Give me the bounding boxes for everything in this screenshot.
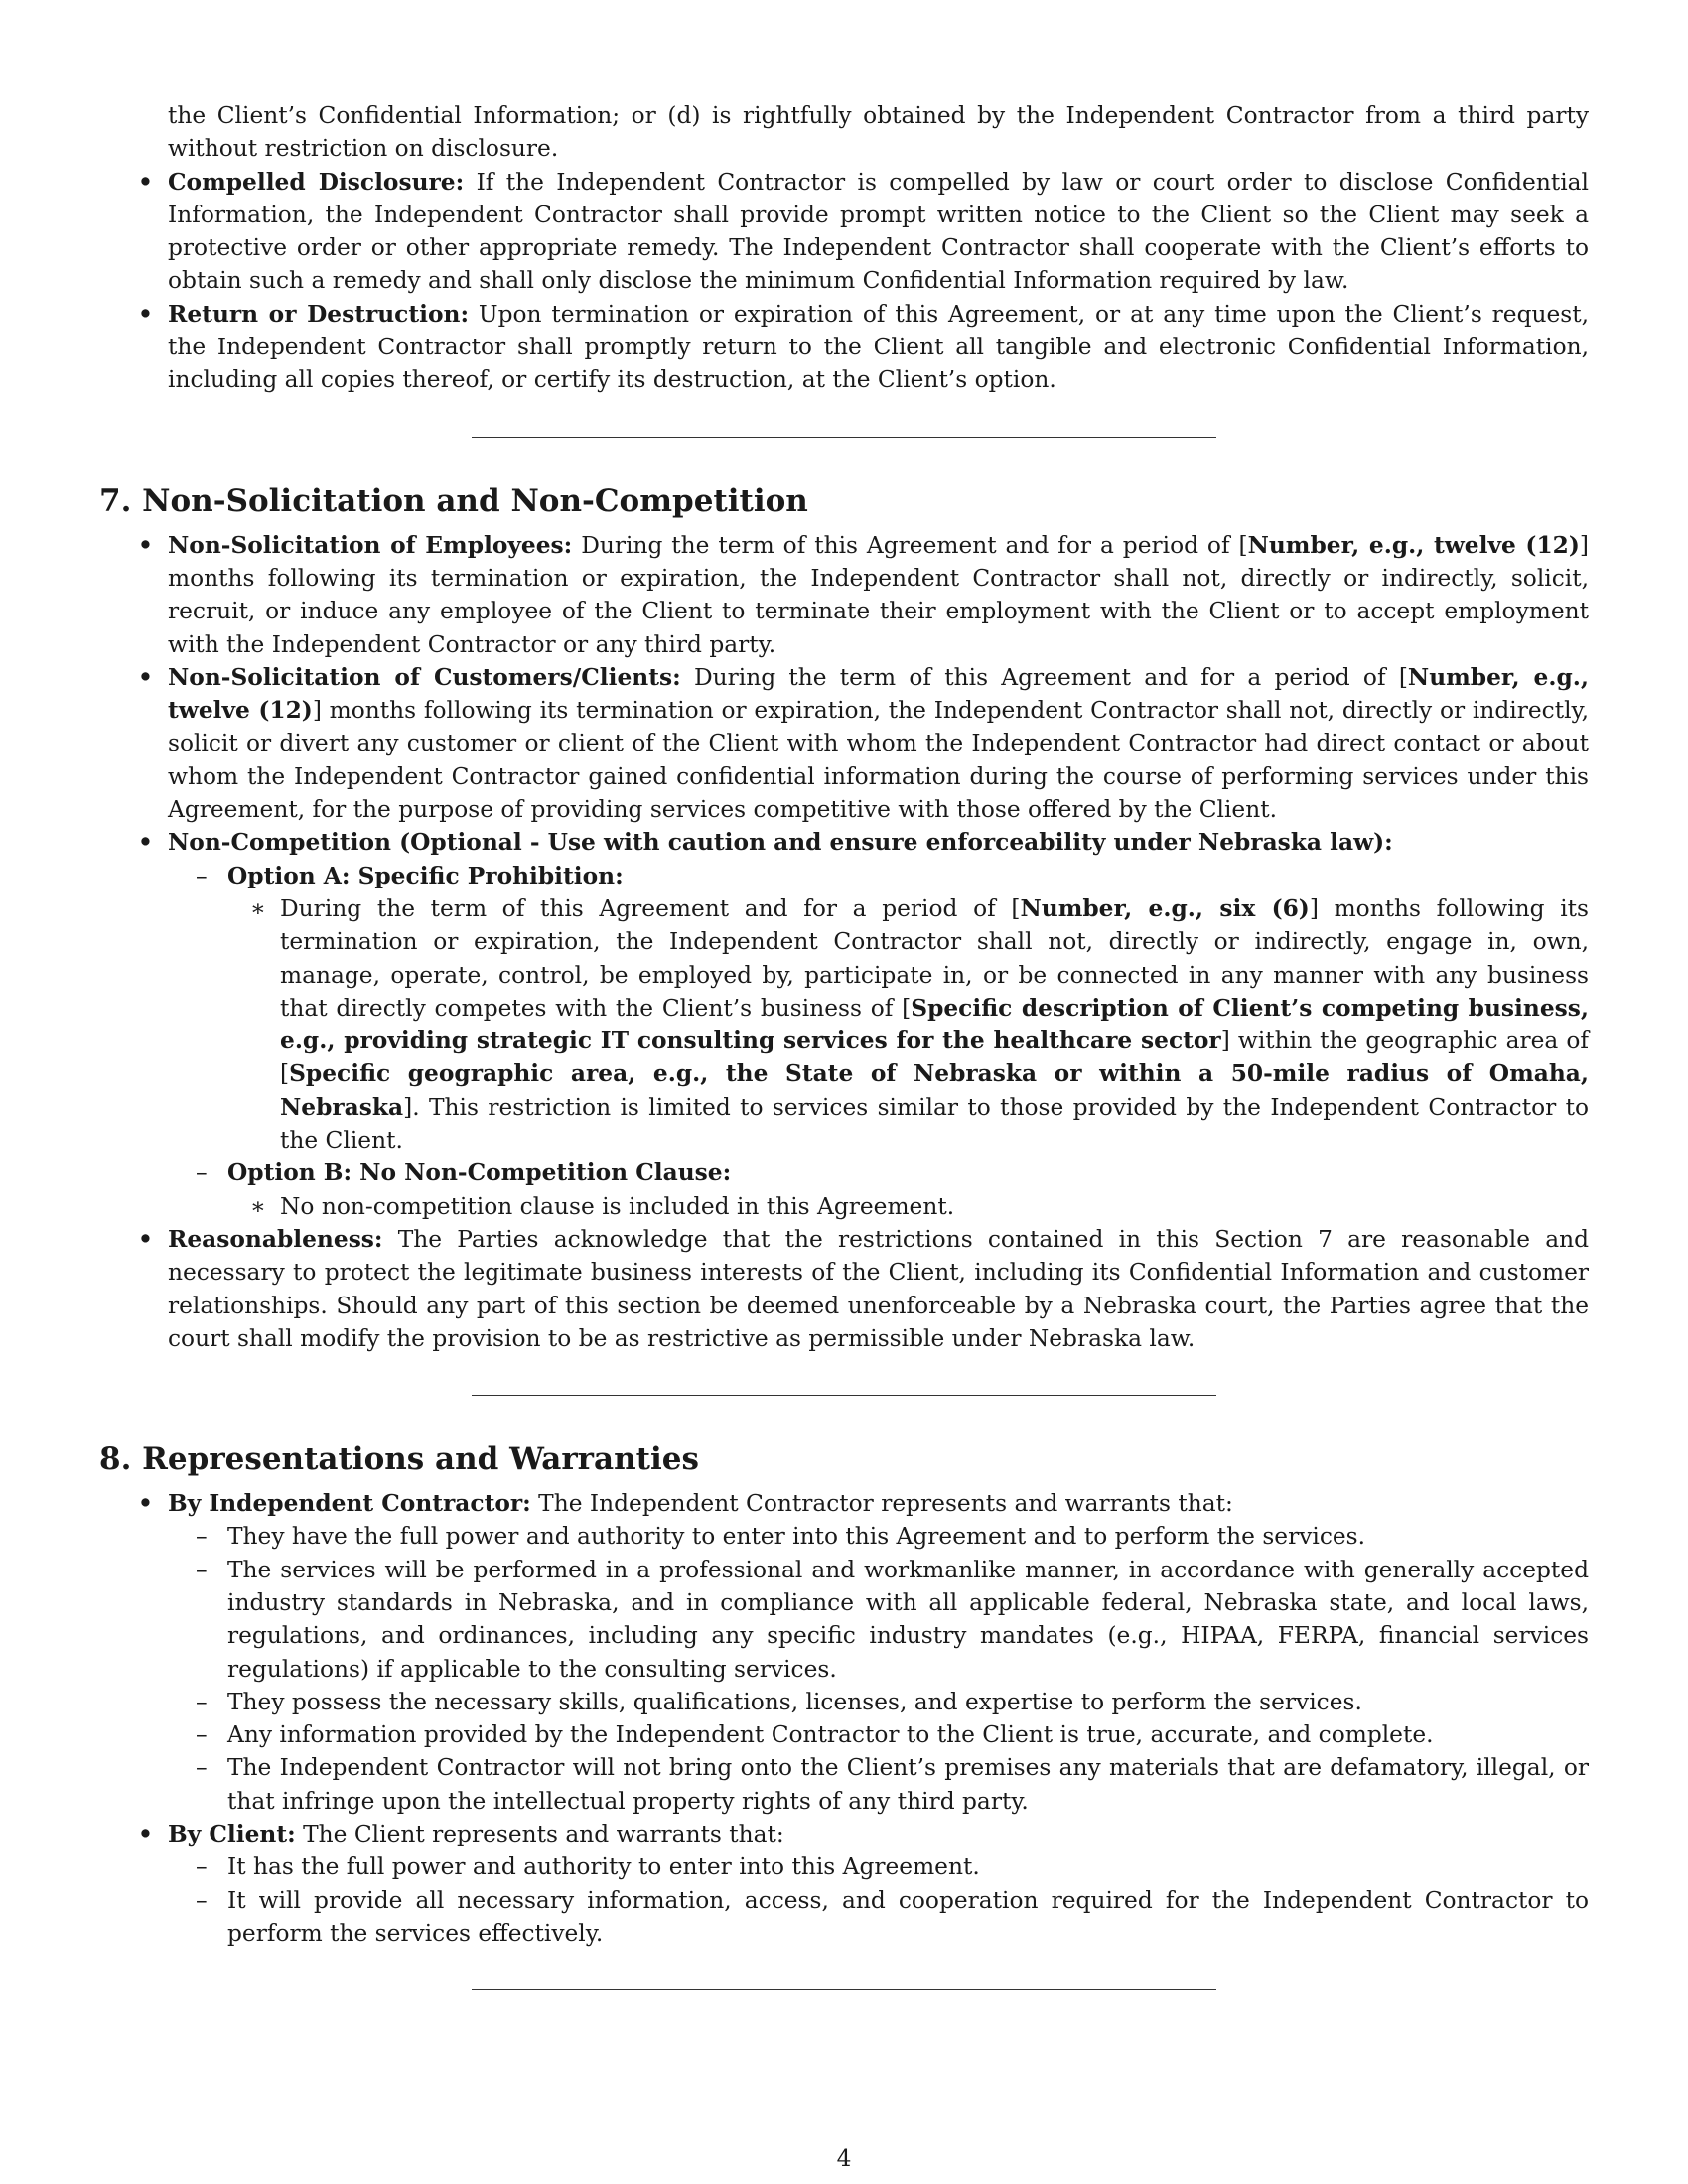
dash-icon: – <box>196 1523 208 1551</box>
bullet-icon: • <box>138 531 153 559</box>
clause-text: The Client represents and warrants that: <box>295 1821 784 1848</box>
section-divider <box>472 1395 1216 1396</box>
clause-text: During the term of this Agreement and for a period of [ <box>572 531 1248 559</box>
return-destruction-label: Return or Destruction: <box>168 300 470 328</box>
client-warranties-label: By Client: <box>168 1821 296 1848</box>
bullet-icon: • <box>138 1490 153 1518</box>
non-solicitation-employees-item <box>99 529 1589 661</box>
option-b-item <box>99 1157 1589 1189</box>
clause-text: The Parties acknowledge that the restrictions contained in this Section 7 are reasonable and necessary to protect the legitimate business interests of the Client, including its Confidential Information and customer relationships. Should any part of this section be deemed unenforceable by a Nebraska court, the Parties agree that the court shall modify the provision to be as restrictive as permissible under Nebraska law. <box>168 1225 1589 1352</box>
page-content <box>99 99 1589 1990</box>
bullet-icon: • <box>138 1225 153 1253</box>
dash-icon: – <box>196 1886 208 1914</box>
placeholder-term: Number, e.g., twelve (12) <box>168 663 1589 725</box>
dash-icon: – <box>196 1556 208 1583</box>
contractor-warranties-label: By Independent Contractor: <box>168 1490 531 1518</box>
non-competition-label: Non-Competition (Optional - Use with caution and ensure enforceability under Nebraska law): <box>168 829 1393 857</box>
section-8-heading: 8. Representations and Warranties <box>99 1441 699 1478</box>
section-7-heading: 7. Non-Solicitation and Non-Competition <box>99 482 808 519</box>
asterisk-icon: ∗ <box>250 1192 266 1220</box>
dash-icon: – <box>196 1853 208 1881</box>
section-divider <box>472 1989 1216 1990</box>
list-item-text: The services will be performed in a professional and workmanlike manner, in accordance with generally accepted industry standards in Nebraska, and in compliance with all applicable federal, Nebraska state, and local laws, regulations, and ordinances, including any specific industry mandates (e.g., HIPAA, FERPA, financial services regulations) if applicable to the consulting services. <box>227 1556 1589 1683</box>
compelled-disclosure-label: Compelled Disclosure: <box>168 168 465 196</box>
bullet-icon: • <box>138 829 153 857</box>
list-item-text: Any information provided by the Independent Contractor to the Client is true, accurate, and complete. <box>227 1721 1434 1749</box>
list-item <box>99 1718 1589 1751</box>
list-item <box>99 1686 1589 1718</box>
list-item-text: It will provide all necessary information, access, and cooperation required for the Independent Contractor to perform the services effectively. <box>227 1886 1589 1947</box>
asterisk-icon: ∗ <box>250 894 266 922</box>
bullet-icon: • <box>138 1821 153 1848</box>
clause-text: ]. This restriction is limited to services similar to those provided by the Independent Contractor to the Client. <box>280 1093 1589 1155</box>
clause-text: During the term of this Agreement and for a period of [ <box>680 663 1408 691</box>
option-b-label: Option B: No Non-Competition Clause: <box>227 1160 732 1187</box>
contractor-warranties-item <box>99 1487 1589 1520</box>
return-destruction-text: Upon termination or expiration of this Agreement, or at any time upon the Client’s request, the Independent Contractor shall promptly return to the Client all tangible and electronic Confidential Information, including all copies thereof, or certify its destruction, at the Client’s option. <box>168 300 1589 394</box>
clause-text: ] within the geographic area of [ <box>280 1027 1589 1088</box>
return-destruction-item <box>99 298 1589 397</box>
clause-text: ] months following its termination or expiration, the Independent Contractor shall not, directly or indirectly, solicit or divert any customer or client of the Client with whom the Independent Contractor had direct contact or about whom the Independent Contractor gained confidential information during the course of performing services under this Agreement, for the purpose of providing services competitive with those offered by the Client. <box>168 697 1589 824</box>
dash-icon: – <box>196 1721 208 1749</box>
option-a-label: Option A: Specific Prohibition: <box>227 862 624 889</box>
placeholder-term: Number, e.g., twelve (12) <box>1247 531 1580 559</box>
reasonableness-label: Reasonableness: <box>168 1225 383 1253</box>
dash-icon: – <box>196 1160 208 1187</box>
option-a-item <box>99 860 1589 892</box>
client-warranties-item <box>99 1818 1589 1850</box>
bullet-icon: • <box>138 168 153 196</box>
list-item-text: They possess the necessary skills, qualifications, licenses, and expertise to perform the services. <box>227 1688 1362 1715</box>
page-number: 4 <box>836 2145 852 2172</box>
non-solicitation-customers-label: Non-Solicitation of Customers/Clients: <box>168 663 681 691</box>
option-b-clause <box>99 1190 1589 1223</box>
placeholder-term: Number, e.g., six (6) <box>1020 894 1310 922</box>
compelled-disclosure-item <box>99 166 1589 298</box>
bullet-icon: • <box>138 663 153 691</box>
placeholder-term: Specific description of Client’s competing business, e.g., providing strategic IT consulting services for the healthcare sector <box>280 994 1589 1055</box>
clause-text: ] months following its termination or expiration, the Independent Contractor shall not, directly or indirectly, engage in, own, manage, operate, control, be employed by, participate in, or be connected in any manner with any business that directly competes with the Client’s business of [ <box>280 894 1589 1022</box>
option-a-clause <box>99 892 1589 1157</box>
reasonableness-item <box>99 1223 1589 1355</box>
list-item <box>99 1751 1589 1818</box>
clause-text: No non-competition clause is included in this Agreement. <box>280 1192 955 1220</box>
dash-icon: – <box>196 1754 208 1782</box>
list-item <box>99 1520 1589 1553</box>
bullet-icon: • <box>138 300 153 328</box>
non-solicitation-customers-item <box>99 661 1589 826</box>
section-divider <box>472 437 1216 438</box>
list-item-text: The Independent Contractor will not bring onto the Client’s premises any materials that are defamatory, illegal, or that infringe upon the intellectual property rights of any third party. <box>227 1754 1589 1815</box>
list-item-text: It has the full power and authority to enter into this Agreement. <box>227 1853 980 1881</box>
non-solicitation-employees-label: Non-Solicitation of Employees: <box>168 531 573 559</box>
clause-text: During the term of this Agreement and for a period of [ <box>280 894 1021 922</box>
clause-text: The Independent Contractor represents and warrants that: <box>530 1490 1233 1518</box>
clause-text: ] months following its termination or expiration, the Independent Contractor shall not, directly or indirectly, solicit, recruit, or induce any employee of the Client to terminate their employment with the Client or to accept employment with the Independent Contractor or any third party. <box>168 531 1589 658</box>
confidentiality-continuation: the Client’s Confidential Information; or (d) is rightfully obtained by the Independent Contractor from a third party without restriction on disclosure. <box>168 102 1589 163</box>
list-item <box>99 1884 1589 1951</box>
list-item-text: They have the full power and authority to enter into this Agreement and to perform the services. <box>227 1523 1366 1551</box>
placeholder-term: Specific geographic area, e.g., the State of Nebraska or within a 50-mile radius of Omaha, Nebraska <box>280 1060 1589 1121</box>
non-competition-item <box>99 826 1589 859</box>
list-item <box>99 1554 1589 1686</box>
dash-icon: – <box>196 1688 208 1715</box>
list-item <box>99 1850 1589 1883</box>
compelled-disclosure-text: If the Independent Contractor is compelled by law or court order to disclose Confidential Information, the Independent Contractor shall provide prompt written notice to the Client so the Client may seek a protective order or other appropriate remedy. The Independent Contractor shall cooperate with the Client’s efforts to obtain such a remedy and shall only disclose the minimum Confidential Information required by law. <box>168 168 1589 295</box>
dash-icon: – <box>196 862 208 889</box>
